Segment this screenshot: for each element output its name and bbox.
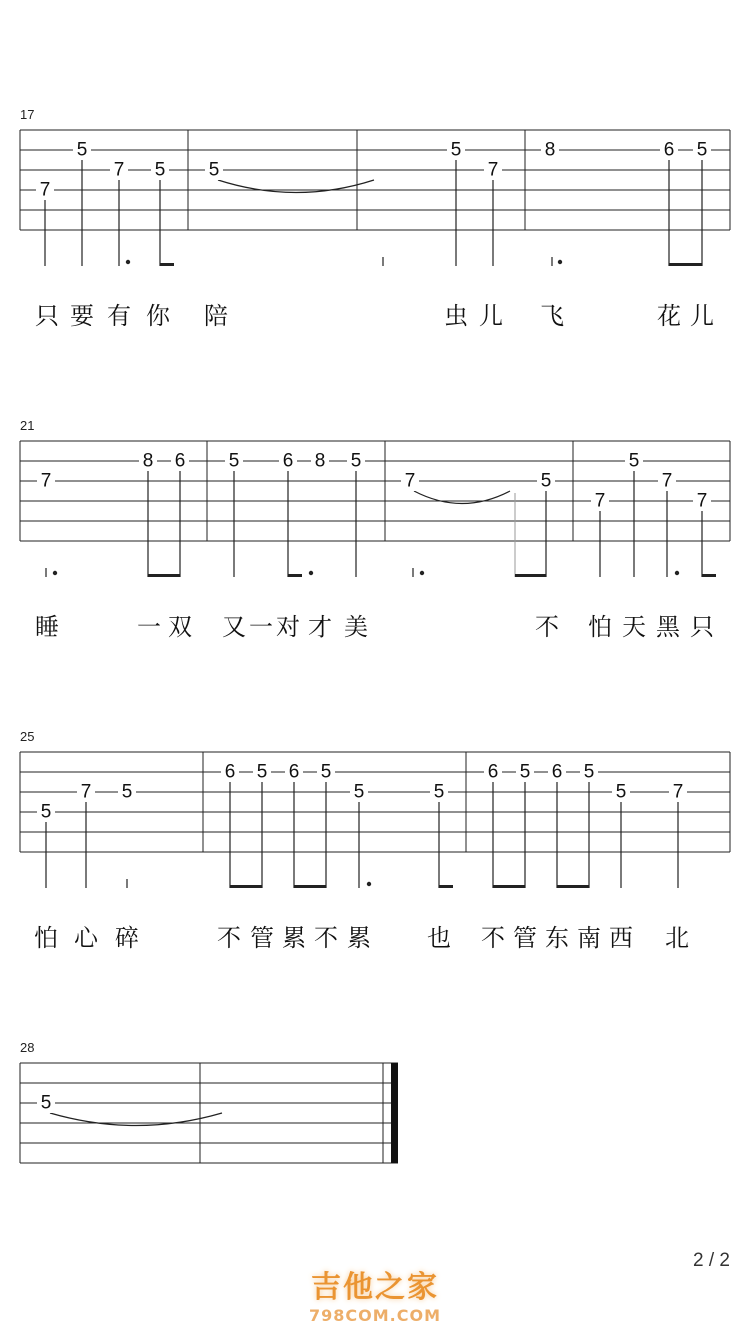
lyric: 累 xyxy=(347,924,371,952)
lyric: 又 xyxy=(222,613,246,641)
fret-number: 5 xyxy=(540,470,552,492)
fret-number: 6 xyxy=(487,761,499,783)
lyric: 心 xyxy=(74,924,98,952)
fret-number: 5 xyxy=(320,761,332,783)
fret-number: 7 xyxy=(39,179,51,201)
fret-number: 5 xyxy=(583,761,595,783)
tab-staff xyxy=(0,311,750,591)
lyric: 不 xyxy=(481,924,505,952)
fret-number: 7 xyxy=(487,159,499,181)
lyric: 一 xyxy=(249,613,273,641)
watermark-title: 吉他之家 xyxy=(311,1270,439,1305)
fret-number: 5 xyxy=(76,139,88,161)
fret-number: 5 xyxy=(121,781,133,803)
fret-number: 6 xyxy=(551,761,563,783)
lyric: 虫 xyxy=(444,302,468,330)
fret-number: 8 xyxy=(314,450,326,472)
lyric: 儿 xyxy=(690,302,714,330)
lyric: 美 xyxy=(344,613,368,641)
fret-number: 7 xyxy=(80,781,92,803)
fret-number: 5 xyxy=(433,781,445,803)
fret-number: 5 xyxy=(696,139,708,161)
fret-number: 5 xyxy=(228,450,240,472)
fret-number: 7 xyxy=(113,159,125,181)
fret-number: 5 xyxy=(519,761,531,783)
fret-number: 7 xyxy=(661,470,673,492)
lyric: 一 xyxy=(137,613,161,641)
fret-number: 5 xyxy=(450,139,462,161)
fret-number: 6 xyxy=(224,761,236,783)
lyric: 双 xyxy=(168,613,192,641)
lyric: 对 xyxy=(276,613,300,641)
fret-number: 5 xyxy=(615,781,627,803)
fret-number: 7 xyxy=(696,490,708,512)
tab-staff xyxy=(0,933,750,1183)
lyric: 北 xyxy=(665,924,689,952)
final-barline xyxy=(391,1063,398,1163)
lyric: 有 xyxy=(107,302,131,330)
fret-number: 6 xyxy=(288,761,300,783)
fret-number: 6 xyxy=(174,450,186,472)
watermark xyxy=(0,1262,750,1325)
measure-number: 17 xyxy=(20,107,35,122)
lyric: 只 xyxy=(690,613,714,641)
tab-staff xyxy=(0,622,750,902)
lyric: 累 xyxy=(282,924,306,952)
fret-number: 7 xyxy=(594,490,606,512)
lyric: 天 xyxy=(622,613,646,641)
lyric: 飞 xyxy=(540,302,564,330)
fret-number: 7 xyxy=(672,781,684,803)
lyric: 管 xyxy=(513,924,537,952)
lyric: 陪 xyxy=(204,302,228,330)
lyric: 只 xyxy=(35,302,59,330)
fret-number: 7 xyxy=(40,470,52,492)
fret-number: 5 xyxy=(628,450,640,472)
measure-number: 21 xyxy=(20,418,35,433)
fret-number: 5 xyxy=(154,159,166,181)
fret-number: 7 xyxy=(404,470,416,492)
fret-number: 5 xyxy=(350,450,362,472)
lyric: 你 xyxy=(146,302,170,330)
lyric: 不 xyxy=(314,924,338,952)
lyric: 西 xyxy=(609,924,633,952)
fret-number: 5 xyxy=(208,159,220,181)
lyric: 才 xyxy=(308,613,332,641)
lyric: 黑 xyxy=(656,613,680,641)
lyric: 怕 xyxy=(34,924,58,952)
lyric: 也 xyxy=(427,924,451,952)
fret-number: 5 xyxy=(256,761,268,783)
fret-number: 6 xyxy=(663,139,675,161)
measure-number: 25 xyxy=(20,729,35,744)
page-number: 2 / 2 xyxy=(693,1250,730,1271)
lyric: 要 xyxy=(70,302,94,330)
tab-staff xyxy=(0,0,750,280)
fret-number: 5 xyxy=(40,1092,52,1114)
lyric: 管 xyxy=(250,924,274,952)
fret-number: 8 xyxy=(142,450,154,472)
lyric: 南 xyxy=(577,924,601,952)
lyric: 不 xyxy=(217,924,241,952)
lyric: 东 xyxy=(545,924,569,952)
lyric: 不 xyxy=(535,613,559,641)
watermark-subtitle: 798COM.COM xyxy=(308,1306,441,1325)
fret-number: 6 xyxy=(282,450,294,472)
lyric: 怕 xyxy=(588,613,612,641)
lyric: 碎 xyxy=(115,924,139,952)
lyric: 儿 xyxy=(479,302,503,330)
fret-number: 8 xyxy=(544,139,556,161)
measure-number: 28 xyxy=(20,1040,35,1055)
fret-number: 5 xyxy=(353,781,365,803)
lyric: 睡 xyxy=(35,613,59,641)
lyric: 花 xyxy=(657,302,681,330)
fret-number: 5 xyxy=(40,801,52,823)
